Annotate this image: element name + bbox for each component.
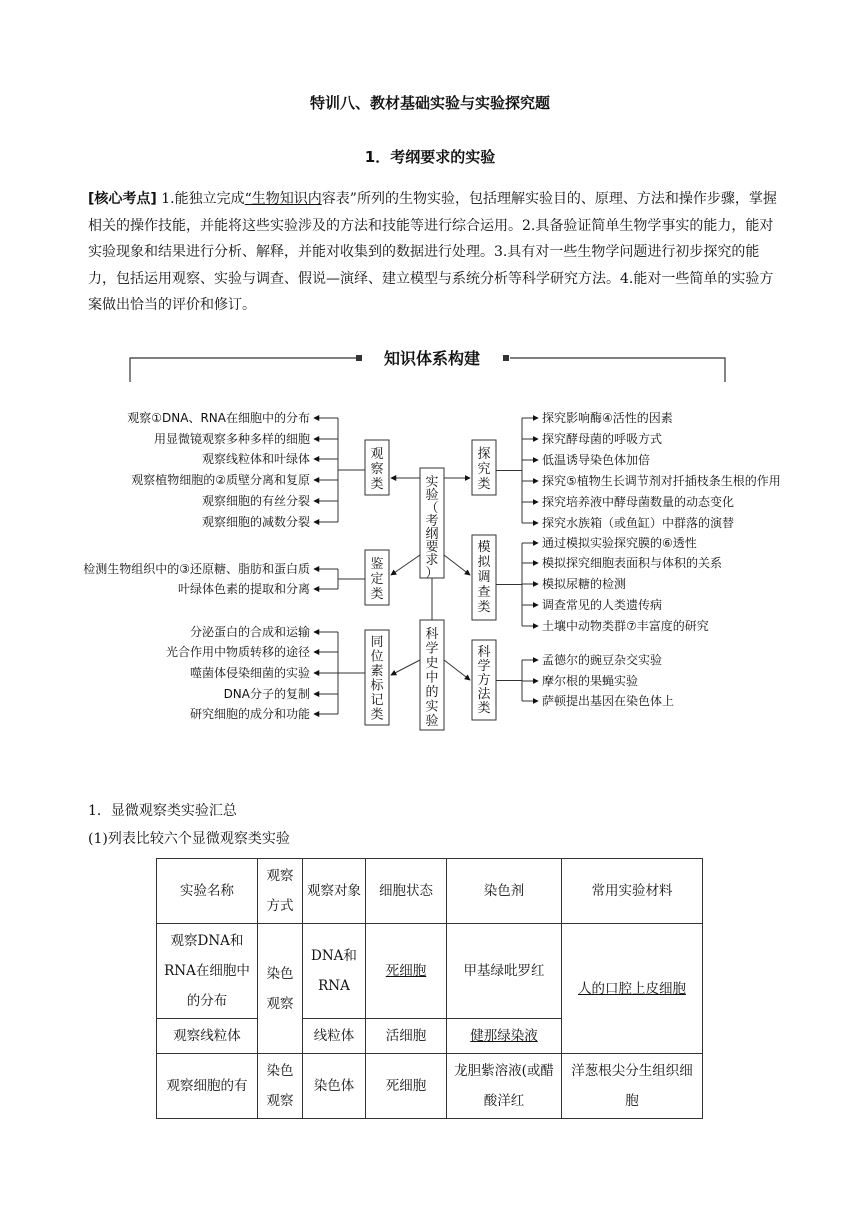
identify-item: 叶绿体色素的提取和分离	[177, 582, 310, 596]
explore-item: 探究⑤植物生长调节剂对扦插枝条生根的作用	[542, 474, 781, 488]
table-row	[157, 924, 703, 1019]
model-item: 土壤中动物类群⑦丰富度的研究	[542, 619, 709, 633]
center-char: 要	[425, 540, 439, 555]
isotope-item: 光合作用中物质转移的途径	[165, 645, 310, 659]
observe-item: 观察细胞的有丝分裂	[201, 494, 310, 508]
explore-item: 低温诱导染色体加倍	[542, 453, 651, 467]
center-char: 求	[425, 553, 439, 568]
cell: 洋葱根尖分生组织细胞	[562, 1054, 703, 1119]
explore-item: 探究酵母菌的呼吸方式	[542, 432, 663, 446]
history-char: 验	[425, 714, 439, 729]
category-model-char: 类	[477, 600, 491, 615]
isotope-item: 分泌蛋白的合成和运输	[189, 625, 310, 639]
category-method-char: 方	[477, 673, 491, 688]
header-cell: 实验名称	[157, 859, 258, 924]
category-observe-char: 类	[370, 477, 384, 492]
model-item: 通过模拟实验探究膜的⑥透性	[542, 536, 697, 550]
model-item: 模拟尿糖的检测	[542, 577, 627, 591]
observe-item: 观察①DNA、RNA在细胞中的分布	[127, 411, 310, 425]
cell: 龙胆紫溶液(或醋酸洋红	[447, 1054, 562, 1119]
cell: 死细胞	[366, 924, 447, 1019]
history-label	[425, 626, 438, 729]
history-char: 中	[425, 670, 439, 686]
category-isotope-char: 素	[370, 664, 384, 679]
category-identify-char: 鉴	[370, 557, 384, 572]
header-cell: 染色剂	[447, 859, 562, 924]
cell: 染色体	[303, 1054, 366, 1119]
category-explore-char: 究	[477, 462, 491, 477]
header-cell: 观察方式	[258, 859, 303, 924]
isotope-item: 噬菌体侵染细菌的实验	[189, 666, 310, 680]
cell: 人的口腔上皮细胞	[562, 924, 703, 1054]
category-explore-char: 类	[477, 477, 491, 492]
history-char: 学	[425, 641, 439, 657]
isotope-item: 研究细胞的成分和功能	[189, 707, 310, 721]
history-char: 实	[425, 699, 439, 715]
category-method-char: 科	[477, 645, 491, 660]
page-title: 特训八、教材基础实验与实验探究题	[309, 94, 550, 112]
category-method-char: 类	[477, 701, 491, 716]
observe-item: 观察植物细胞的②质壁分离和复原	[131, 473, 310, 487]
header-cell: 常用实验材料	[562, 859, 703, 924]
cell: 死细胞	[366, 1054, 447, 1119]
cell: 观察线粒体	[157, 1019, 258, 1054]
cell: 线粒体	[303, 1019, 366, 1054]
history-char: 科	[425, 627, 439, 642]
cell: 健那绿染液	[447, 1019, 562, 1054]
category-model-char: 查	[477, 585, 491, 600]
explore-item: 探究水族箱（或鱼缸）中群落的演替	[542, 516, 735, 530]
method-item: 萨顿提出基因在染色体上	[542, 694, 675, 708]
core-text-2: 容表”所列的生物实验，包括理解实验目的、原理、方法和操作步骤，掌握相关的操作技能，并能将这些实验涉及的方法和技能等进行综合运用。2.具备验证简单生物学事实的能力，能对实验现象和结果进行分析、解释，并能对收集到的数据进行处理。3.具有对一些生物学问题进行初步探究的能力，包括运用观察、实验与调查、假说—演绎、建立模型与系统分析等科学研究方法。4.能对一些简单的实验方案做出恰当的评价和修订。	[88, 191, 777, 313]
explore-item: 探究培养液中酵母菌数量的动态变化	[542, 495, 735, 509]
center-char: 考	[425, 514, 439, 529]
knowledge-diagram	[0, 340, 860, 760]
category-identify-char: 类	[370, 587, 384, 602]
category-method-char: 学	[477, 659, 491, 674]
identify-item: 检测生物组织中的③还原糖、脂肪和蛋白质	[83, 562, 310, 576]
core-points-label: [核心考点]	[88, 191, 157, 207]
header-cell: 细胞状态	[366, 859, 447, 924]
category-identify-char: 定	[370, 572, 384, 587]
header-cell: 观察对象	[303, 859, 366, 924]
history-char: 史	[425, 656, 439, 671]
center-char: 验	[425, 488, 439, 503]
cell: 甲基绿吡罗红	[447, 924, 562, 1019]
category-model-char: 模	[477, 540, 491, 555]
category-isotope-char: 类	[370, 707, 384, 723]
cell: 活细胞	[366, 1019, 447, 1054]
cell: 染色观察	[258, 1054, 303, 1119]
category-model-char: 拟	[477, 555, 491, 570]
isotope-item: DNA分子的复制	[223, 687, 310, 701]
category-isotope-char: 记	[370, 693, 384, 708]
core-text-1: 1.能独立完成	[161, 191, 245, 207]
cell: 观察细胞的有	[157, 1054, 258, 1119]
category-isotope-char: 标	[370, 678, 384, 694]
category-model-char: 调	[477, 570, 491, 585]
center-char: （	[425, 501, 439, 516]
cell: 染色观察	[258, 924, 303, 1054]
observe-item: 观察线粒体和叶绿体	[201, 452, 310, 466]
core-text-underlined: “生物知识内	[244, 191, 322, 207]
section-title: 1．考纲要求的实验	[364, 148, 496, 166]
observe-item: 观察细胞的减数分裂	[201, 515, 310, 529]
cell: DNA和RNA	[303, 924, 366, 1019]
center-label	[425, 475, 438, 581]
category-observe-char: 观	[370, 447, 384, 462]
center-char: 实	[425, 475, 439, 490]
core-points-paragraph	[88, 186, 778, 319]
table-header-row	[157, 859, 703, 924]
explore-item: 探究影响酶④活性的因素	[542, 411, 673, 425]
center-char: ）	[425, 566, 439, 581]
category-method-char: 法	[477, 687, 491, 702]
model-item: 调查常见的人类遗传病	[542, 598, 663, 612]
microscopy-table	[156, 858, 703, 1119]
category-explore-char: 探	[477, 447, 491, 462]
history-char: 的	[425, 685, 439, 700]
category-observe-char: 察	[370, 462, 384, 477]
sub-heading: (1)列表比较六个显微观察类实验	[88, 831, 290, 847]
section-heading: 1．显微观察类实验汇总	[88, 803, 237, 819]
category-isotope-char: 同	[370, 635, 384, 650]
diagram-header: 知识体系构建	[383, 349, 481, 368]
table-row	[157, 1054, 703, 1119]
cell: 观察DNA和RNA在细胞中的分布	[157, 924, 258, 1019]
category-isotope-char: 位	[370, 649, 384, 665]
method-item: 摩尔根的果蝇实验	[542, 674, 639, 688]
center-char: 纲	[425, 527, 439, 542]
model-item: 模拟探究细胞表面积与体积的关系	[542, 556, 723, 570]
method-item: 孟德尔的豌豆杂交实验	[542, 653, 663, 667]
observe-item: 用显微镜观察多种多样的细胞	[153, 432, 310, 446]
